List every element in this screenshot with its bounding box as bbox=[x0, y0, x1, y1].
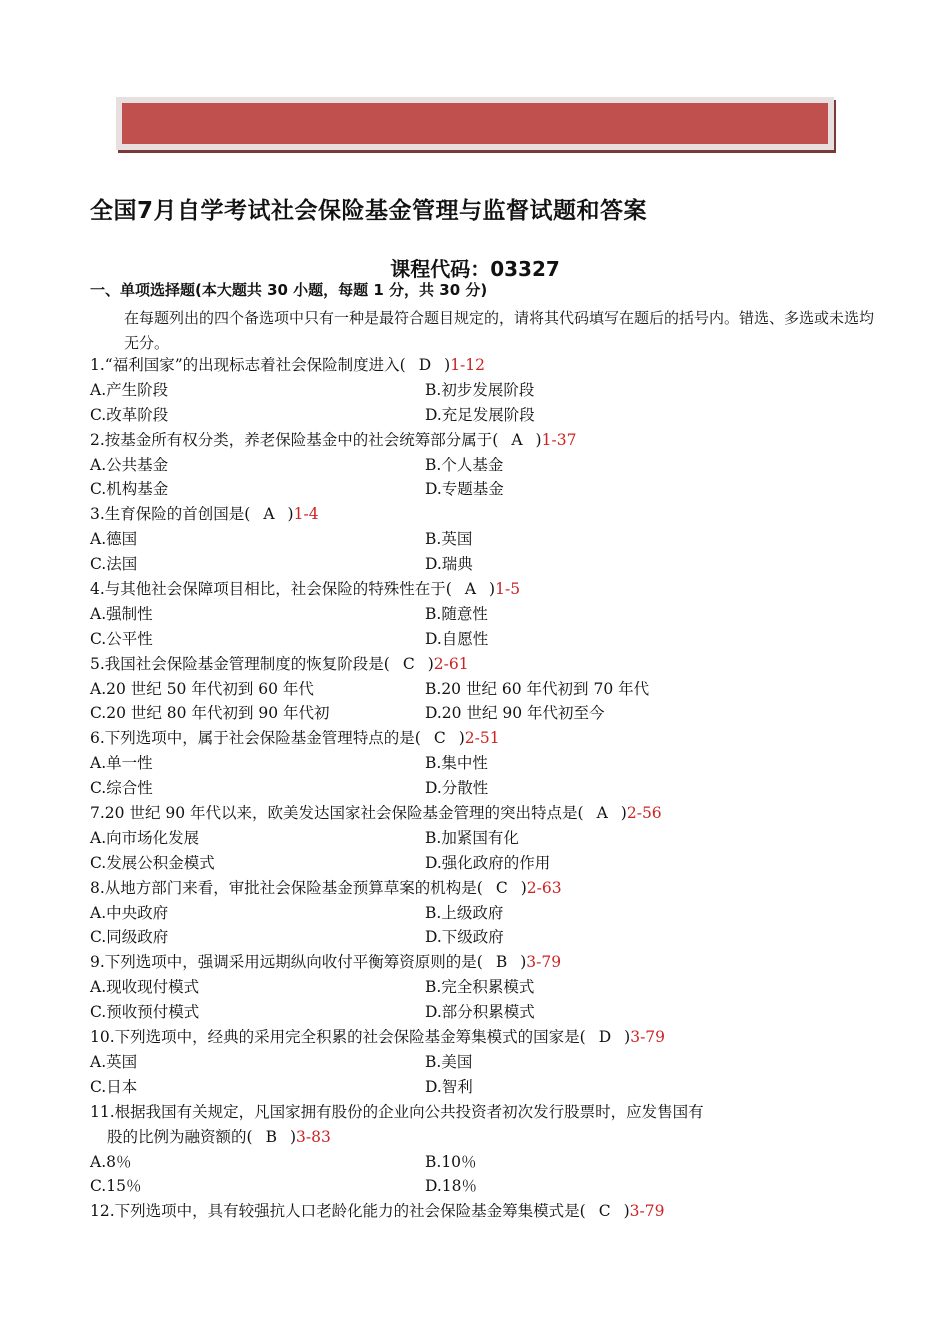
option-c: C.发展公积金模式 bbox=[90, 853, 215, 872]
option-d: D.瑞典 bbox=[425, 555, 473, 574]
options-row bbox=[90, 901, 870, 926]
option-d: D.自愿性 bbox=[425, 629, 489, 648]
option-a: A.德国 bbox=[90, 530, 138, 549]
answer-letter: C bbox=[598, 1202, 611, 1221]
question-text: 11.根据我国有关规定，凡国家拥有股份的企业向公共投资者初次发行股票时，应发售国有 bbox=[90, 1102, 704, 1121]
page-reference: 2-61 bbox=[433, 654, 469, 673]
option-b: B.20 世纪 60 年代初到 70 年代 bbox=[425, 679, 650, 698]
options-row bbox=[90, 851, 870, 876]
options-row bbox=[90, 627, 870, 652]
question-text: 12.下列选项中，具有较强抗人口老龄化能力的社会保险基金筹集模式是( bbox=[90, 1202, 586, 1221]
option-d: D.下级政府 bbox=[425, 928, 504, 947]
answer-letter: A bbox=[263, 505, 275, 524]
option-b: B.初步发展阶段 bbox=[425, 380, 535, 399]
question-stem-continued bbox=[90, 1125, 870, 1150]
question-text: 9.下列选项中，强调采用远期纵向收付平衡筹资原则的是( bbox=[90, 953, 483, 972]
option-a: A.中央政府 bbox=[90, 903, 169, 922]
options-row bbox=[90, 552, 870, 577]
question-stem bbox=[90, 428, 870, 453]
options-row bbox=[90, 1050, 870, 1075]
option-d: D.18％ bbox=[425, 1177, 478, 1196]
question-text: 2.按基金所有权分类，养老保险基金中的社会统筹部分属于( bbox=[90, 430, 499, 449]
options-row bbox=[90, 453, 870, 478]
question-text: 8.从地方部门来看，审批社会保险基金预算草案的机构是( bbox=[90, 878, 483, 897]
instructions: 在每题列出的四个备选项中只有一种是最符合题目规定的，请将其代码填写在题后的括号内。错选、多选或未选均无分。 bbox=[124, 309, 875, 352]
close-paren: ) bbox=[427, 654, 434, 673]
question-text: 4.与其他社会保障项目相比，社会保险的特殊性在于( bbox=[90, 580, 452, 599]
option-a: A.8％ bbox=[90, 1152, 132, 1171]
option-b: B.集中性 bbox=[425, 754, 488, 773]
option-b: B.加紧国有化 bbox=[425, 828, 519, 847]
option-b: B.上级政府 bbox=[425, 903, 504, 922]
answer-letter: D bbox=[598, 1028, 612, 1047]
answer-letter: A bbox=[464, 580, 477, 599]
question-list bbox=[90, 353, 870, 1224]
answer-letter: C bbox=[402, 654, 415, 673]
close-paren: ) bbox=[624, 1028, 631, 1047]
question-stem bbox=[90, 876, 870, 901]
option-a: A.现收现付模式 bbox=[90, 978, 200, 997]
options-row bbox=[90, 975, 870, 1000]
options-row bbox=[90, 1150, 870, 1175]
question-text: 10.下列选项中，经典的采用完全积累的社会保险基金筹集模式的国家是( bbox=[90, 1028, 586, 1047]
question-stem bbox=[90, 950, 870, 975]
options-row bbox=[90, 378, 870, 403]
option-b: B.个人基金 bbox=[425, 455, 504, 474]
question-stem bbox=[90, 1100, 870, 1125]
option-c: C.法国 bbox=[90, 555, 138, 574]
close-paren: ) bbox=[289, 1127, 297, 1146]
answer-letter: A bbox=[511, 430, 523, 449]
option-c: C.公平性 bbox=[90, 629, 153, 648]
options-row bbox=[90, 1075, 870, 1100]
options-row bbox=[90, 602, 870, 627]
course-code: 课程代码：03327 bbox=[390, 257, 560, 281]
answer-letter: B bbox=[495, 953, 508, 972]
option-c: C.日本 bbox=[90, 1077, 138, 1096]
option-c: C.机构基金 bbox=[90, 480, 169, 499]
page-reference: 3-79 bbox=[526, 953, 562, 972]
close-paren: ) bbox=[623, 1202, 630, 1221]
question-text: 5.我国社会保险基金管理制度的恢复阶段是( bbox=[90, 654, 390, 673]
question-text: 7.20 世纪 90 年代以来，欧美发达国家社会保险基金管理的突出特点是( bbox=[90, 804, 584, 823]
question-text: 3.生育保险的首创国是( bbox=[90, 505, 251, 524]
header-banner bbox=[116, 97, 834, 150]
option-c: C.15％ bbox=[90, 1177, 142, 1196]
option-d: D.智利 bbox=[425, 1077, 473, 1096]
option-c: C.综合性 bbox=[90, 779, 153, 798]
close-paren: ) bbox=[535, 430, 542, 449]
option-c: C.20 世纪 80 年代初到 90 年代初 bbox=[90, 704, 330, 723]
option-a: A.产生阶段 bbox=[90, 380, 169, 399]
page-reference: 1-12 bbox=[450, 356, 486, 374]
option-a: A.公共基金 bbox=[90, 455, 169, 474]
options-row bbox=[90, 701, 870, 726]
option-a: A.强制性 bbox=[90, 604, 153, 623]
page-reference: 3-79 bbox=[630, 1028, 666, 1047]
close-paren: ) bbox=[620, 804, 627, 823]
option-d: D.分散性 bbox=[425, 779, 489, 798]
options-row bbox=[90, 1000, 870, 1025]
option-b: B.完全积累模式 bbox=[425, 978, 535, 997]
close-paren: ) bbox=[489, 580, 496, 599]
option-d: D.充足发展阶段 bbox=[425, 405, 535, 424]
page-reference: 2-56 bbox=[626, 804, 662, 823]
close-paren: ) bbox=[458, 729, 465, 748]
question-stem bbox=[90, 502, 870, 527]
options-row bbox=[90, 925, 870, 950]
option-d: D.强化政府的作用 bbox=[425, 853, 551, 872]
close-paren: ) bbox=[444, 356, 451, 374]
question-stem bbox=[90, 577, 870, 602]
question-stem bbox=[90, 801, 870, 826]
options-row bbox=[90, 477, 870, 502]
option-b: B.随意性 bbox=[425, 604, 488, 623]
option-a: A.单一性 bbox=[90, 754, 153, 773]
close-paren: ) bbox=[520, 953, 527, 972]
page-reference: 3-79 bbox=[629, 1202, 665, 1221]
option-c: C.预收预付模式 bbox=[90, 1003, 200, 1022]
option-c: C.改革阶段 bbox=[90, 405, 169, 424]
option-b: B.英国 bbox=[425, 530, 473, 549]
question-text-continued: 股的比例为融资额的( bbox=[107, 1127, 253, 1146]
question-stem bbox=[90, 353, 870, 378]
answer-letter: B bbox=[265, 1127, 277, 1146]
header-banner-fill bbox=[122, 103, 828, 144]
option-b: B.美国 bbox=[425, 1052, 473, 1071]
page-reference: 1-37 bbox=[541, 430, 577, 449]
section-header: 一、单项选择题(本大题共 30 小题，每题 1 分，共 30 分) bbox=[90, 281, 488, 299]
page-reference: 1-4 bbox=[293, 505, 319, 524]
answer-letter: C bbox=[495, 878, 508, 897]
answer-letter: C bbox=[433, 729, 446, 748]
option-b: B.10％ bbox=[425, 1152, 477, 1171]
page-reference: 3-83 bbox=[296, 1127, 331, 1146]
option-c: C.同级政府 bbox=[90, 928, 169, 947]
option-a: A.20 世纪 50 年代初到 60 年代 bbox=[90, 679, 314, 698]
page-reference: 2-63 bbox=[526, 878, 562, 897]
options-row bbox=[90, 527, 870, 552]
question-stem bbox=[90, 726, 870, 751]
option-d: D.专题基金 bbox=[425, 480, 504, 499]
answer-letter: D bbox=[418, 356, 432, 374]
option-d: D.20 世纪 90 年代初至今 bbox=[425, 704, 605, 723]
question-stem bbox=[90, 652, 870, 677]
answer-letter: A bbox=[596, 804, 608, 823]
option-a: A.英国 bbox=[90, 1052, 138, 1071]
page-title: 全国7月自学考试社会保险基金管理与监督试题和答案 bbox=[90, 198, 648, 224]
question-stem bbox=[90, 1199, 870, 1224]
question-stem bbox=[90, 1025, 870, 1050]
options-row bbox=[90, 677, 870, 702]
page-reference: 1-5 bbox=[495, 580, 521, 599]
options-row bbox=[90, 1174, 870, 1199]
option-a: A.向市场化发展 bbox=[90, 828, 200, 847]
options-row bbox=[90, 776, 870, 801]
options-row bbox=[90, 403, 870, 428]
question-text: 1.“福利国家”的出现标志着社会保险制度进入( bbox=[90, 356, 406, 374]
question-text: 6.下列选项中，属于社会保险基金管理特点的是( bbox=[90, 729, 421, 748]
options-row bbox=[90, 751, 870, 776]
options-row bbox=[90, 826, 870, 851]
option-d: D.部分积累模式 bbox=[425, 1003, 535, 1022]
close-paren: ) bbox=[520, 878, 527, 897]
close-paren: ) bbox=[287, 505, 294, 524]
page-reference: 2-51 bbox=[464, 729, 500, 748]
